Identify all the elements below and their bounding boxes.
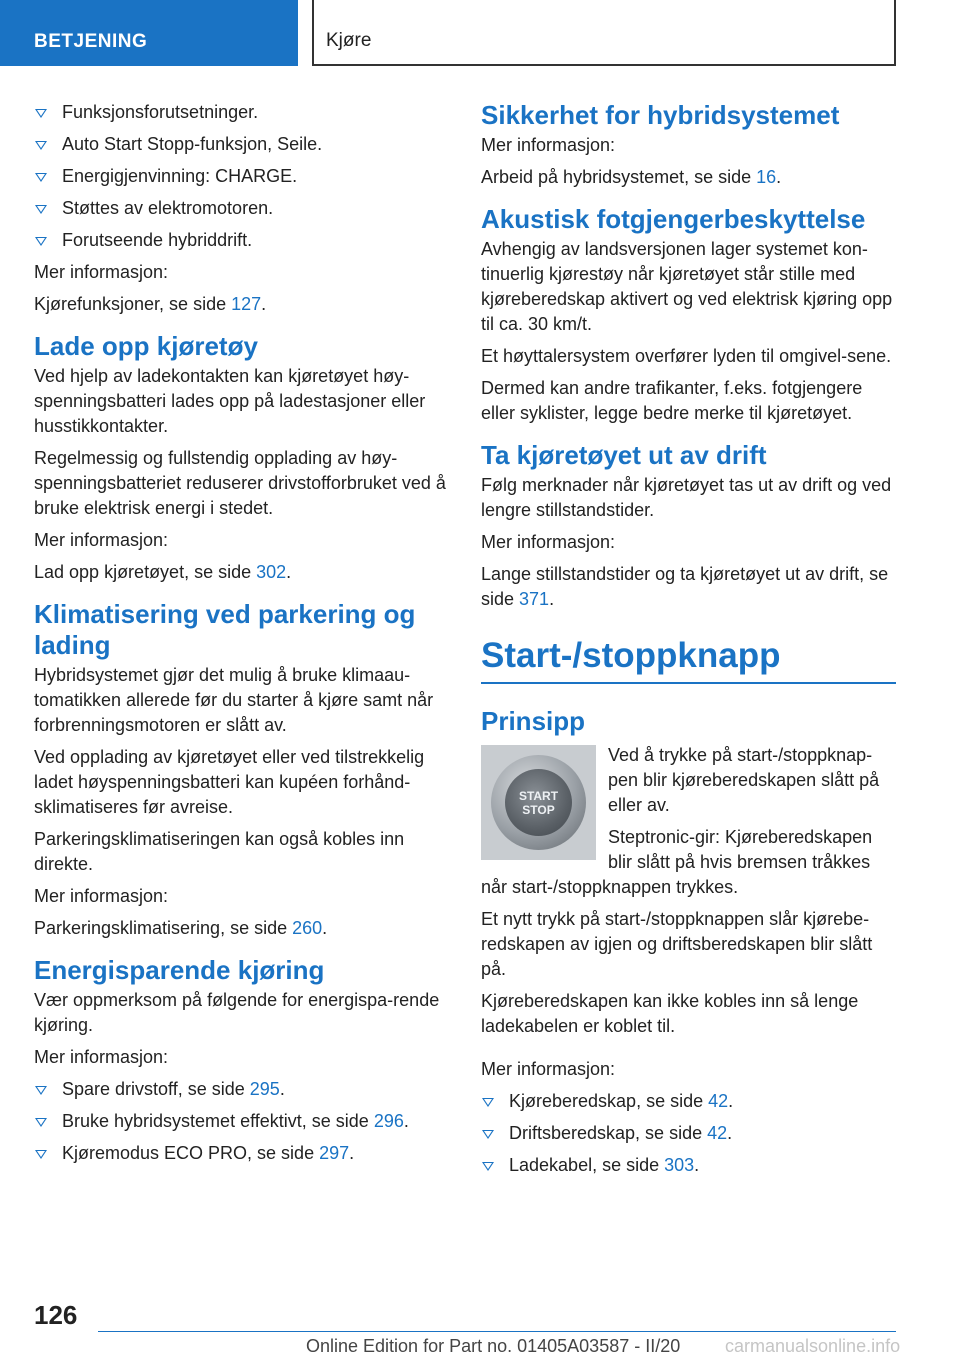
triangle-bullet-icon [35, 1118, 47, 1127]
section-title: BETJENING [34, 31, 148, 52]
more-info-label: Mer informasjon: [34, 262, 169, 282]
heading-decommission: Ta kjøretøyet ut av drift [481, 440, 767, 470]
page-link[interactable]: 297 [319, 1143, 350, 1163]
page-reference: Arbeid på hybridsystemet, se side 16. [481, 167, 782, 187]
paragraph: Parkeringsklimatiseringen kan også kobles inn direkte. [34, 829, 405, 874]
paragraph: Et nytt trykk på start-/stoppknappen slår kjørebe-redskapen av igjen og driftsberedskapen blir slått på. [481, 909, 873, 979]
page-link[interactable]: 371 [519, 589, 550, 609]
triangle-bullet-icon [35, 1150, 47, 1159]
page-link[interactable]: 302 [256, 562, 287, 582]
more-info-label: Mer informasjon: [481, 135, 616, 155]
triangle-bullet-icon [35, 237, 47, 246]
page-link[interactable]: 260 [292, 918, 323, 938]
paragraph: Ved opplading av kjøretøyet eller ved tilstrekkelig ladet høyspenningsbatteri kan kupéen forhånd-sklimatiseres før avreise. [34, 747, 425, 817]
triangle-bullet-icon [35, 173, 47, 182]
eco-reference-list [34, 1077, 449, 1166]
triangle-bullet-icon [35, 109, 47, 118]
triangle-bullet-icon [482, 1162, 494, 1171]
paragraph: Regelmessig og fullstendig opplading av høy-spenningsbatteriet reduserer drivstofforbruket ved å bruke elektrisk energi i stedet. [34, 448, 446, 518]
page-link[interactable]: 42 [708, 1091, 729, 1111]
heading-climate: Klimatisering ved parkering og lading [34, 599, 416, 660]
chapter-title: Kjøre [326, 30, 372, 51]
page-link[interactable]: 16 [756, 167, 777, 187]
chapter-tab [312, 0, 896, 66]
more-info-label: Mer informasjon: [34, 530, 169, 550]
paragraph: Følg merknader når kjøretøyet tas ut av drift og ved lengre stillstandstider. [481, 475, 892, 520]
section-tab [0, 0, 298, 66]
button-label: START STOP [518, 789, 559, 817]
paragraph: Dermed kan andre trafikanter, f.eks. fotgjengere eller syklister, legge bedre merke til kjøretøyet. [481, 378, 863, 423]
paragraph: Ved å trykke på start-/stoppknap-pen blir kjøreberedskapen slått på eller av. [608, 745, 880, 815]
paragraph: Et høyttalersystem overfører lyden til omgivel-sene. [481, 346, 892, 366]
page-reference: Lad opp kjøretøyet, se side 302. [34, 562, 292, 582]
triangle-bullet-icon [482, 1130, 494, 1139]
paragraph: Steptronic-gir: Kjøreberedskapen blir slått på hvis bremsen tråkkes når start-/stoppknappen trykkes. [481, 827, 873, 897]
triangle-bullet-icon [35, 141, 47, 150]
more-info-label: Mer informasjon: [481, 532, 616, 552]
list-item: Energigjenvinning: CHARGE. [34, 164, 449, 189]
chapter-heading-start-stop: Start-/stoppknapp [481, 634, 896, 684]
intro-bullet-list [34, 100, 449, 253]
right-column [481, 100, 896, 1185]
list-item: Spare drivstoff, se side 295. [34, 1077, 449, 1102]
paragraph: Vær oppmerksom på følgende for energispa-rende kjøring. [34, 990, 440, 1035]
triangle-bullet-icon [35, 205, 47, 214]
list-item: Driftsberedskap, se side 42. [481, 1121, 896, 1146]
more-info-label: Mer informasjon: [34, 1047, 169, 1067]
page-reference: Lange stillstandstider og ta kjøretøyet ut av drift, se side 371. [481, 564, 889, 609]
footer-rule [98, 1331, 896, 1332]
triangle-bullet-icon [482, 1098, 494, 1107]
edition-text: Online Edition for Part no. 01405A03587 - II/20 [306, 1336, 681, 1356]
list-item: Auto Start Stopp-funksjon, Seile. [34, 132, 449, 157]
button-face [505, 769, 572, 836]
page-link[interactable]: 42 [707, 1123, 728, 1143]
list-item: Forutseende hybriddrift. [34, 228, 449, 253]
heading-acoustic: Akustisk fotgjengerbeskyttelse [481, 204, 866, 234]
start-stop-figure-block [481, 743, 896, 907]
watermark-text: carmanualsonline.info [725, 1336, 901, 1356]
paragraph: Kjøreberedskapen kan ikke kobles inn så lenge ladekabelen er koblet til. [481, 991, 859, 1036]
page-number: 126 [34, 1300, 78, 1330]
page-link[interactable]: 127 [231, 294, 262, 314]
button-bezel [491, 755, 586, 850]
list-item: Kjøreberedskap, se side 42. [481, 1089, 896, 1114]
list-item: Funksjonsforutsetninger. [34, 100, 449, 125]
list-item: Kjøremodus ECO PRO, se side 297. [34, 1141, 449, 1166]
page-link[interactable]: 295 [249, 1079, 280, 1099]
heading-safety: Sikkerhet for hybridsystemet [481, 100, 840, 130]
list-item: Støttes av elektromotoren. [34, 196, 449, 221]
paragraph: Avhengig av landsversjonen lager systemet kon-tinuerlig kjørestøy når kjøretøyet står stille med kjøreberedskap aktivert og ved elektrisk kjøring opp til ca. 30 km/t. [481, 239, 893, 334]
paragraph: Hybridsystemet gjør det mulig å bruke klimaau-tomatikken allerede før du starter å kjøre samt når forbrenningsmotoren er slått av. [34, 665, 434, 735]
page-link[interactable]: 296 [373, 1111, 404, 1131]
heading-charge: Lade opp kjøretøy [34, 331, 258, 361]
list-item: Bruke hybridsystemet effektivt, se side 296. [34, 1109, 449, 1134]
page-reference: Kjørefunksjoner, se side 127. [34, 294, 267, 314]
heading-principle: Prinsipp [481, 706, 586, 736]
heading-eco: Energisparende kjøring [34, 955, 325, 985]
paragraph: Ved hjelp av ladekontakten kan kjøretøyet høy-spenningsbatteri lades opp på ladestasjoner eller husstikkontakter. [34, 366, 426, 436]
triangle-bullet-icon [35, 1086, 47, 1095]
page-link[interactable]: 303 [664, 1155, 695, 1175]
page-reference: Parkeringsklimatisering, se side 260. [34, 918, 328, 938]
startstop-reference-list [481, 1089, 896, 1178]
list-item: Ladekabel, se side 303. [481, 1153, 896, 1178]
start-stop-button-image [481, 745, 596, 860]
more-info-label: Mer informasjon: [34, 886, 169, 906]
left-column [34, 100, 449, 1173]
more-info-label: Mer informasjon: [481, 1059, 616, 1079]
